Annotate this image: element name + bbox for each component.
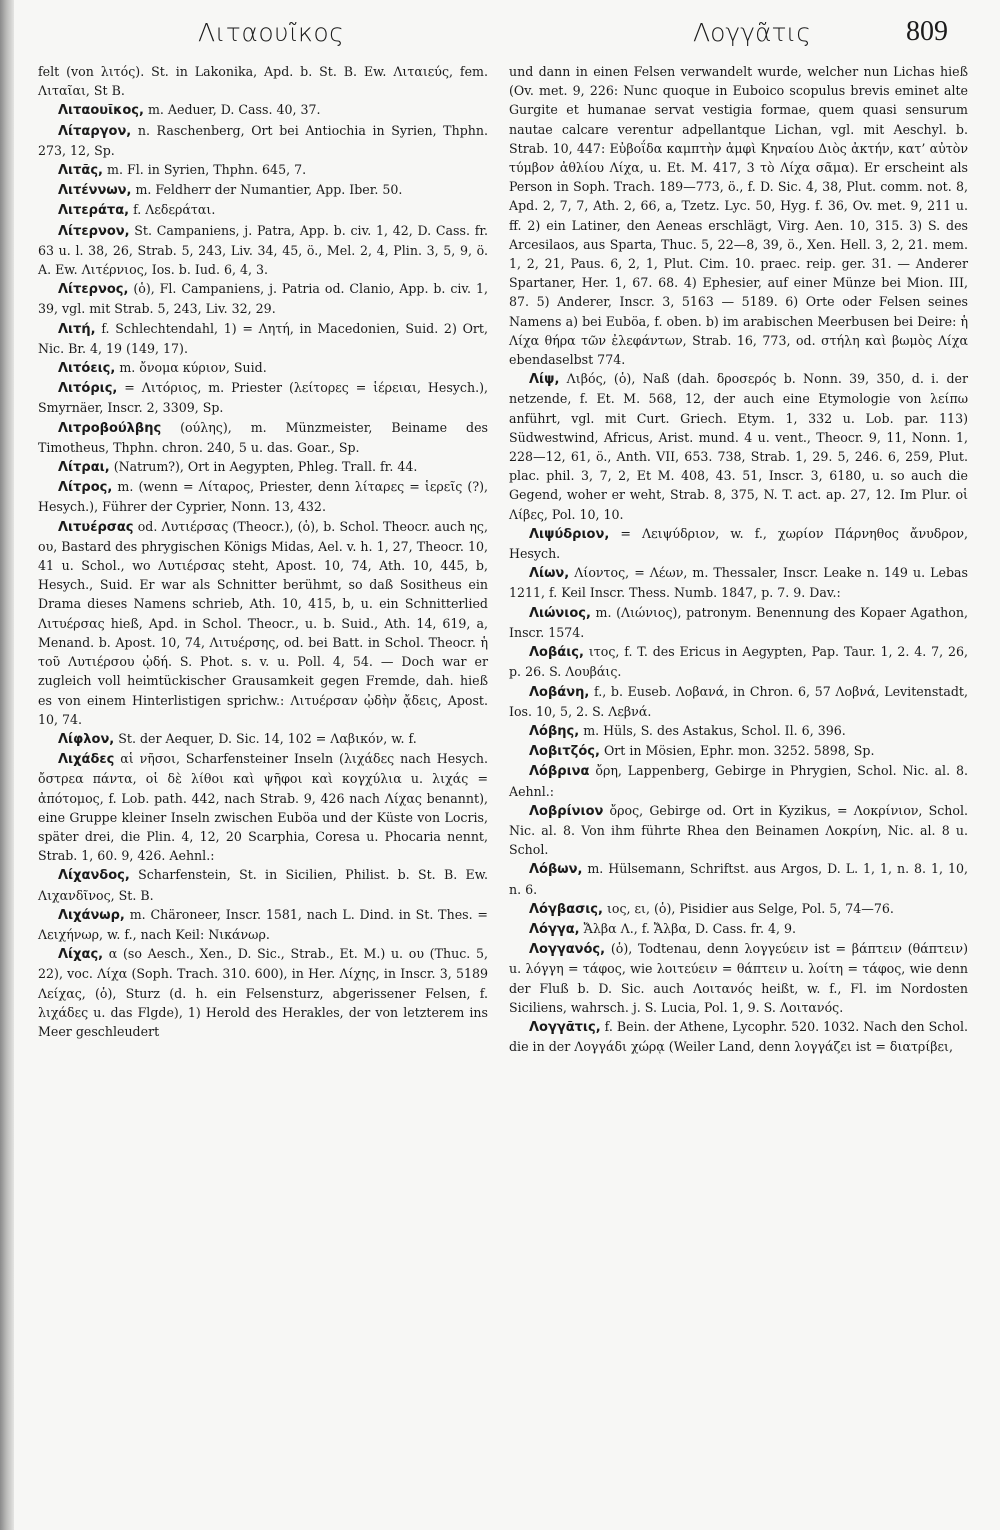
entry-body: ὄρος, Gebirge od. Ort in Kyzikus, = Λοκρίνιον, Schol. Nic. al. 8. Von ihm führte Rhea den Beinamen Λοκρίνη, Nic. al. 8 u. Schol. bbox=[509, 802, 968, 858]
entry-body: αἱ νῆσοι, Scharfensteiner Inseln (λιχάδες nach Hesych. ὄστρεα πάντα, οἱ δὲ λίθοι καὶ ψῆφοι καὶ κογχύλια u. λιχάς = ἀπότομος, f. Lob. path. 442, nach Strab. 9, 426 nach Λίχας benannt), eine Gruppe kleiner Inseln zwischen Euböa und der Küste von Locris, später drei, die Plin. 4, 12, 20 Scarphia, Coresa u. Phocaria nennt, Strab. 1, 60. 9, 426. Aehnl.: bbox=[38, 751, 488, 864]
right-guide-word: Λογγᾶτις bbox=[693, 18, 811, 47]
entry-body: (Natrum?), Ort in Aegypten, Phleg. Trall. fr. 44. bbox=[113, 459, 418, 475]
dictionary-entry bbox=[38, 944, 488, 1041]
entry-body: n. Raschenberg, Ort bei Antiochia in Syrien, Thphn. 273, 12, Sp. bbox=[38, 122, 488, 158]
entry-headword: Λίτερνος, bbox=[58, 282, 129, 298]
dictionary-entry bbox=[38, 279, 488, 318]
entry-body: und dann in einen Felsen verwandelt wurde, welcher nun Lichas hieß (Ov. met. 9, 226: Nunc quoque in Euboico scopulus brevis eminet alte Gurgite et humanae servat vestigia formae, quem quasi sensurum nautae calcare verentur adpellantque Lichan, vgl. mit Aeschyl. b. Strab. 10, 447: Εὐβοΐδα καμπτὴν ἀμφὶ Κηναίου Διὸς ἀκτήν, κατ’ αὐτὸν τύμβον ἀθλίου Λίχα, u. Et. M. 417, 3 τὸ Λίχα σᾶμα). Er erscheint als Person in Soph. Trach. 189—773, ö., f. D. Sic. 4, 38, Plut. comm. not. 8, Apd. 2, 7, 7, Ath. 2, 66, a, Tzetz. Lyc. 50, Hyg. f. 36, Ov. met. 9, 211 u. ff. 2) ein Latiner, den Aeneas erschlägt, Virg. Aen. 10, 315. 3) S. des Arcesilaos, aus Sparta, Thuc. 5, 22—8, 39, ö., Xen. Hell. 3, 2, 21. mem. 1, 2, 21, Paus. 6, 2, 1, Plut. Cim. 10. praec. reip. ger. 31. — Anderer Spartaner, Her. 1, 67. 68. 4) Ephesier, auf einer Münze bei Mion. III, 87. 5) Anderer, Inscr. 3, 5163 — 5189. 6) Orte oder Felsen seines Namens a) bei Euböa, f. oben. b) im arabischen Meerbusen bei Deire: ἡ Λίχα θήρα τῶν ἐλεφάντων, Strab. 16, 773, od. στήλη καὶ βωμὸς Λίχα ebendaselbst 774. bbox=[509, 64, 968, 368]
entry-headword: Λοβάις, bbox=[529, 645, 584, 661]
entry-body: m. Fl. in Syrien, Thphn. 645, 7. bbox=[107, 162, 307, 178]
dictionary-entry bbox=[509, 741, 968, 761]
entry-body: ιος, ει, (ὁ), Pisidier aus Selge, Pol. 5, 74—76. bbox=[606, 900, 894, 916]
entry-headword: Λίτραι, bbox=[58, 460, 110, 476]
dictionary-entry bbox=[509, 603, 968, 642]
entry-headword: Λίψ, bbox=[529, 372, 560, 388]
entry-body: St. der Aequer, D. Sic. 14, 102 = Λαβικόν, w. f. bbox=[118, 730, 417, 746]
dictionary-entry bbox=[38, 221, 488, 280]
entry-headword: Λιτροβούλβης bbox=[58, 420, 162, 436]
entry-headword: Λόγβασις, bbox=[529, 901, 603, 917]
entry-headword: Λόγγα, bbox=[529, 921, 580, 937]
entry-headword: Λόβρινα bbox=[529, 764, 590, 780]
entry-headword: Λιχάνωρ, bbox=[58, 907, 125, 923]
entry-body: f. Bein. der Athene, Lycophr. 520. 1032. Nach den Schol. die in der Λογγάδι χώρᾳ (Weiler Land, denn λογγάζει ist = διατρίβει, bbox=[509, 1018, 968, 1055]
dictionary-entry bbox=[38, 729, 488, 749]
dictionary-entry bbox=[509, 721, 968, 741]
dictionary-entry bbox=[38, 378, 488, 417]
book-spine-shadow bbox=[0, 0, 14, 1530]
dictionary-entry bbox=[38, 865, 488, 904]
entry-headword: Λίτερνον, bbox=[58, 223, 130, 239]
entry-body: Scharfenstein, St. in Sicilien, Philist. b. St. B. Ew. Λιχανδῖνος, St. B. bbox=[38, 867, 488, 903]
entry-headword: Λίων, bbox=[529, 566, 570, 582]
dictionary-entry bbox=[38, 749, 488, 865]
right-column bbox=[509, 62, 968, 1056]
entry-headword: Λιτεράτα, bbox=[58, 203, 130, 219]
dictionary-entry bbox=[509, 899, 968, 919]
dictionary-entry bbox=[38, 477, 488, 516]
dictionary-entry bbox=[38, 62, 488, 100]
dictionary-entry bbox=[509, 369, 968, 524]
entry-headword: Λιψύδριον, bbox=[529, 526, 610, 542]
entry-headword: Λιτόρις, bbox=[58, 381, 118, 397]
dictionary-entry bbox=[38, 358, 488, 378]
entry-headword: Λιτέννων, bbox=[58, 183, 132, 199]
dictionary-entry bbox=[509, 859, 968, 898]
entry-headword: Λογγανός, bbox=[529, 942, 606, 958]
entry-headword: Λιτᾶς, bbox=[58, 163, 103, 179]
entry-body: m. Hülsemann, Schriftst. aus Argos, D. L. 1, 1, n. 8. 1, 10, n. 6. bbox=[509, 861, 968, 897]
dictionary-entry bbox=[509, 761, 968, 800]
entry-body: Λιβός, (ὁ), Naß (dah. δροσερός b. Nonn. 39, 350, d. i. der netzende, f. Et. M. 568, 12, der auch eine Etymologie von λείπω anführt, vgl. mit Curt. Griech. Etym. 1, 332 u. Lob. par. 113) Südwestwind, Africus, Arist. mund. 4 u. vent., Theocr. 9, 11, Nonn. 1, 228—12, 61, ö., Anth. VII, 653. 738, Strab. 1, 29. 5, 246. 6, 259, Plut. plac. phil. 3, 7, 2, Et M. 408, 43. 51, Inscr. 3, 6180, u. so auch die Gegend, woher er weht, Strab. 8, 375, N. T. act. ap. 27, 12. Im Plur. οἱ Λίβες, Pol. 10, 10. bbox=[509, 371, 968, 522]
dictionary-entry bbox=[509, 62, 968, 369]
entry-headword: Λιτή, bbox=[58, 321, 96, 337]
entry-body: ιτος, f. T. des Ericus in Aegypten, Pap. Taur. 1, 2. 4. 7, 26, p. 26. S. Λουβάις. bbox=[509, 644, 968, 680]
entry-headword: Λίχανδος, bbox=[58, 868, 130, 884]
dictionary-entry bbox=[38, 319, 488, 358]
entry-body: = Λειψύδριον, w. f., χωρίον Πάρνηθος ἄνυδρον, Hesych. bbox=[509, 525, 968, 562]
entry-body: od. Λυτιέρσας (Theocr.), (ὁ), b. Schol. Theocr. auch ης, ου, Bastard des phrygischen Königs Midas, Ael. v. h. 1, 27, Theocr. 10, 41 u. Schol., wo Λυτιέρσας steht, Apost. 10, 74, Ath. 10, 445, b, Hesych., Suid. Er war als Schnitter berühmt, so daß Sositheus ein Drama dieses Namens schrieb, Ath. 10, 415, b, u. ein Schnitterlied Λιτυέρσας hieß, Apd. in Schol. Theocr., u. b. Suid., Ath. 14, 619, a, Menand. b. Apost. 10, 74, Λιτυέρσης, od. bei Batt. in Schol. Theocr. ἡ τοῦ Λυτιέρσου ᾠδή. S. Phot. s. v. u. Poll. 4, 54. — Doch war er zugleich voll heimtückischer Grausamkeit gegen Fremde, dah. hieß es von einem Hinterlistigen sprichw.: Λιτυέρσαν ᾠδὴν ᾄδεις, Apost. 10, 74. bbox=[38, 518, 488, 727]
entry-body: = Λιτόριος, m. Priester (λείτορες = ἱέρειαι, Hesych.), Smyrnäer, Inscr. 2, 3309, Sp. bbox=[38, 380, 488, 416]
entry-headword: Λίταργον, bbox=[58, 123, 132, 139]
entry-body: Λίοντος, = Λέων, m. Thessaler, Inscr. Leake n. 149 u. Lebas 1211, f. Keil Inscr. Thess. Numb. 1847, p. 7. 9. Dav.: bbox=[509, 565, 968, 601]
entry-headword: Λοβάνη, bbox=[529, 684, 590, 700]
dictionary-entry bbox=[509, 642, 968, 681]
entry-body: felt (von λιτός). St. in Lakonika, Apd. b. St. B. Ew. Λιταιεύς, fem. Λιταῖαι, St B. bbox=[38, 64, 488, 99]
entry-body: m. Aeduer, D. Cass. 40, 37. bbox=[147, 102, 321, 118]
dictionary-entry bbox=[38, 121, 488, 160]
entry-body: Ort in Mösien, Ephr. mon. 3252. 5898, Sp. bbox=[603, 743, 875, 759]
dictionary-entry bbox=[509, 682, 968, 721]
entry-headword: Λίφλον, bbox=[58, 731, 115, 747]
dictionary-entry bbox=[38, 418, 488, 457]
dictionary-entry bbox=[38, 517, 488, 729]
entry-headword: Λίχας, bbox=[58, 947, 104, 963]
entry-body: f. Λεδεράται. bbox=[133, 202, 216, 218]
entry-headword: Λοβρίνιον bbox=[529, 803, 604, 819]
entry-headword: Λιτυέρσας bbox=[58, 519, 134, 535]
dictionary-entry bbox=[38, 457, 488, 477]
dictionary-entry bbox=[38, 160, 488, 180]
dictionary-entry bbox=[38, 905, 488, 944]
entry-body: m. Feldherr der Numantier, App. Iber. 50. bbox=[135, 182, 403, 198]
entry-body: (ὁ), Todtenau, denn λογγεύειν ist = βάπτειν (θάπτειν) u. λόγγη = τάφος, wie λοιτεύειν = θάπτειν u. λοίτη = τάφος, wie denn der Fluß b. D. Sic. auch Λοιτανός heißt, w. f., Fl. im Nordosten Siciliens, wahrsch. j. S. Lucia, Pol. 1, 9. S. Λοιτανός. bbox=[509, 941, 968, 1015]
entry-headword: Λιτόεις, bbox=[58, 361, 116, 377]
page-number: 809 bbox=[906, 16, 948, 47]
left-column bbox=[38, 62, 488, 1041]
entry-body: m. Chäroneer, Inscr. 1581, nach L. Dind. in St. Thes. = Λειχήνωρ, w. f., nach Keil: Νικάνωρ. bbox=[38, 906, 488, 942]
entry-body: f. Schlechtendahl, 1) = Λητή, in Macedonien, Suid. 2) Ort, Nic. Br. 4, 19 (149, 17). bbox=[38, 320, 488, 356]
entry-headword: Λόβων, bbox=[529, 862, 583, 878]
entry-body: (ὁ), Fl. Campaniens, j. Patria od. Clanio, App. b. civ. 1, 39, vgl. mit Strab. 5, 243, Liv. 32, 29. bbox=[38, 281, 488, 317]
entry-headword: Λιώνιος, bbox=[529, 605, 591, 621]
entry-body: (ούλης), m. Münzmeister, Beiname des Timotheus, Thphn. chron. 240, 5 u. das. Goar., Sp. bbox=[38, 419, 488, 455]
dictionary-entry bbox=[38, 180, 488, 200]
page-header bbox=[0, 14, 1000, 54]
entry-headword: Λόβης, bbox=[529, 723, 580, 739]
dictionary-entry bbox=[38, 200, 488, 220]
entry-body: Ἄλβα Λ., f. Ἄλβα, D. Cass. fr. 4, 9. bbox=[583, 920, 797, 936]
dictionary-entry bbox=[509, 524, 968, 563]
entry-headword: Λιταουῖκος, bbox=[58, 103, 144, 119]
left-guide-word: Λιταουῖκος bbox=[198, 18, 345, 47]
entry-body: f., b. Euseb. Λοβανά, in Chron. 6, 57 Λοβνά, Levitenstadt, Ios. 10, 5, 2. S. Λεβνά. bbox=[509, 683, 968, 719]
dictionary-entry bbox=[509, 801, 968, 860]
dictionary-entry bbox=[38, 100, 488, 120]
entry-body: m. (Λιώνιος), patronym. Benennung des Kopaer Agathon, Inscr. 1574. bbox=[509, 604, 968, 640]
entry-body: ὄρη, Lappenberg, Gebirge in Phrygien, Schol. Nic. al. 8. Aehnl.: bbox=[509, 763, 968, 799]
dictionary-entry bbox=[509, 1017, 968, 1056]
dictionary-entry bbox=[509, 939, 968, 1017]
entry-headword: Λογγᾶτις, bbox=[529, 1019, 601, 1035]
entry-body: m. ὄνομα κύριον, Suid. bbox=[119, 360, 267, 376]
entry-body: m. (wenn = Λίταρος, Priester, denn λίταρες = ἱερεῖς (?), Hesych.), Führer der Cyprier, Nonn. 13, 432. bbox=[38, 479, 488, 515]
dictionary-entry bbox=[509, 919, 968, 939]
entry-headword: Λίτρος, bbox=[58, 480, 113, 496]
entry-headword: Λιχάδες bbox=[58, 752, 115, 768]
dictionary-entry bbox=[509, 563, 968, 602]
entry-headword: Λοβιτζός, bbox=[529, 744, 600, 760]
entry-body: St. Campaniens, j. Patra, App. b. civ. 1, 42, D. Cass. fr. 63 u. l. 38, 26, Strab. 5, 243, Liv. 34, 45, ö., Mel. 2, 4, Plin. 3, 5, 9, ö. A. Ew. Λιτέρνιος, Ios. b. Iud. 6, 4, 3. bbox=[38, 222, 488, 278]
entry-body: m. Hüls, S. des Astakus, Schol. Il. 6, 396. bbox=[583, 722, 846, 738]
entry-body: α (so Aesch., Xen., D. Sic., Strab., Et. M.) u. ου (Thuc. 5, 22), voc. Λίχα (Soph. Trach. 310. 600), in Her. Λίχης, in Inscr. 3, 5189 Λείχας, (ὁ), Sturz (d. h. ein Felsensturz, abgerissener Felsen, f. λιχάδες u. das Flgde), 1) Herold des Herakles, der von letzterem ins Meer geschleudert bbox=[38, 946, 488, 1039]
